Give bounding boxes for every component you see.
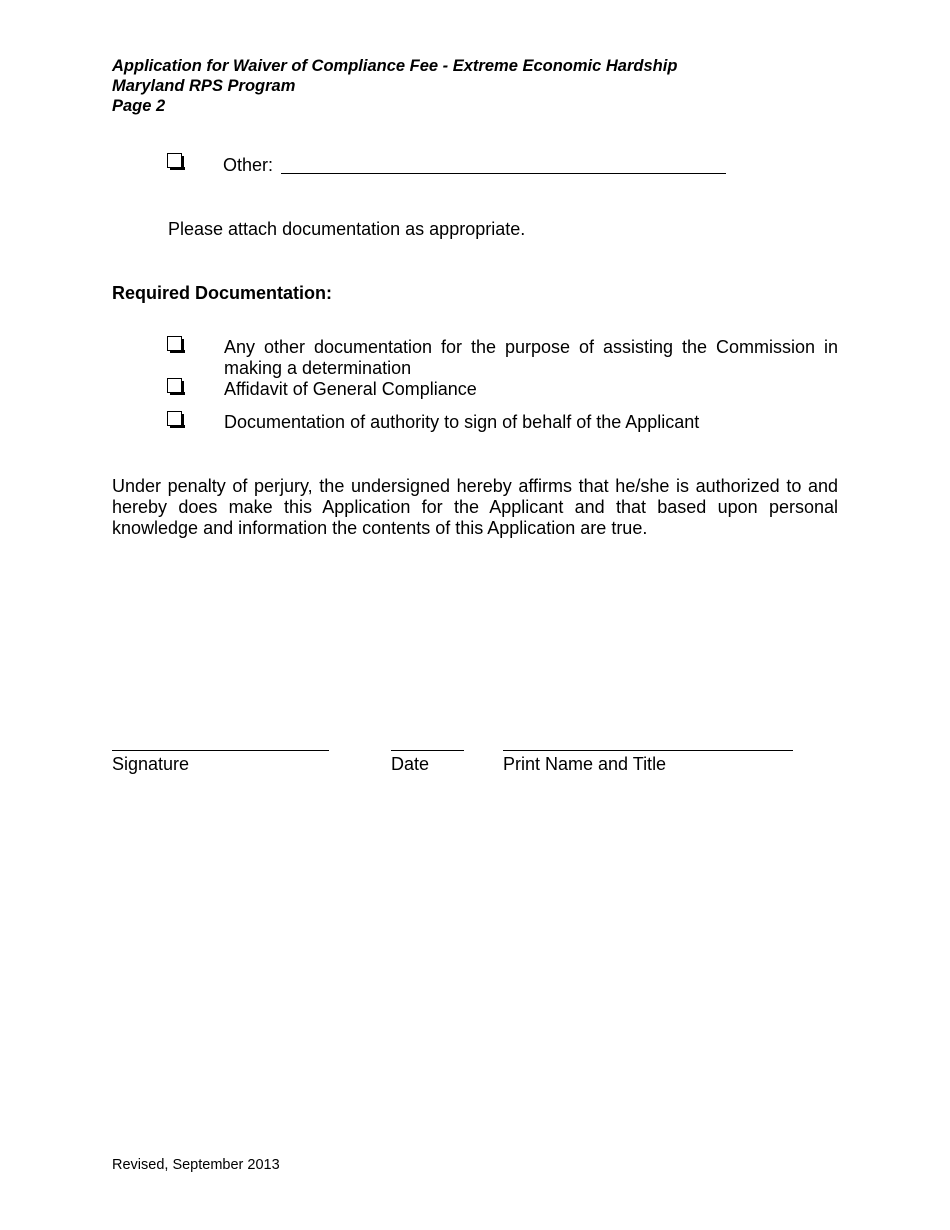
affirmation-paragraph: Under penalty of perjury, the undersigned hereby affirms that he/she is authorized to and hereby does make this Application for the Applicant and that based upon personal knowledge and information the contents of this Application are true. bbox=[112, 476, 838, 538]
date-label: Date bbox=[391, 754, 430, 774]
other-documentation-text-line2: making a determination bbox=[224, 358, 412, 378]
authority-text: Documentation of authority to sign of behalf of the Applicant bbox=[224, 412, 700, 432]
program-name: Maryland RPS Program bbox=[112, 77, 296, 95]
other-documentation-checkbox[interactable] bbox=[167, 336, 182, 351]
signature-label: Signature bbox=[112, 754, 190, 774]
name-title-label: Print Name and Title bbox=[503, 754, 667, 774]
revised-date: Revised, September 2013 bbox=[112, 1157, 280, 1173]
signature-line[interactable] bbox=[112, 750, 329, 751]
document-title: Application for Waiver of Compliance Fee - Extreme Economic Hardship bbox=[112, 57, 678, 75]
other-label: Other: bbox=[223, 155, 274, 175]
attach-note: Please attach documentation as appropriate. bbox=[168, 219, 526, 239]
other-checkbox[interactable] bbox=[167, 153, 182, 168]
other-input-line[interactable] bbox=[281, 173, 726, 174]
required-documentation-heading: Required Documentation: bbox=[112, 283, 333, 303]
date-line[interactable] bbox=[391, 750, 464, 751]
name-title-line[interactable] bbox=[503, 750, 793, 751]
page-number: Page 2 bbox=[112, 97, 166, 115]
affidavit-checkbox[interactable] bbox=[167, 378, 182, 393]
authority-checkbox[interactable] bbox=[167, 411, 182, 426]
other-documentation-text-line1: Any other documentation for the purpose of assisting the Commission in bbox=[224, 337, 838, 357]
affidavit-text: Affidavit of General Compliance bbox=[224, 379, 477, 399]
